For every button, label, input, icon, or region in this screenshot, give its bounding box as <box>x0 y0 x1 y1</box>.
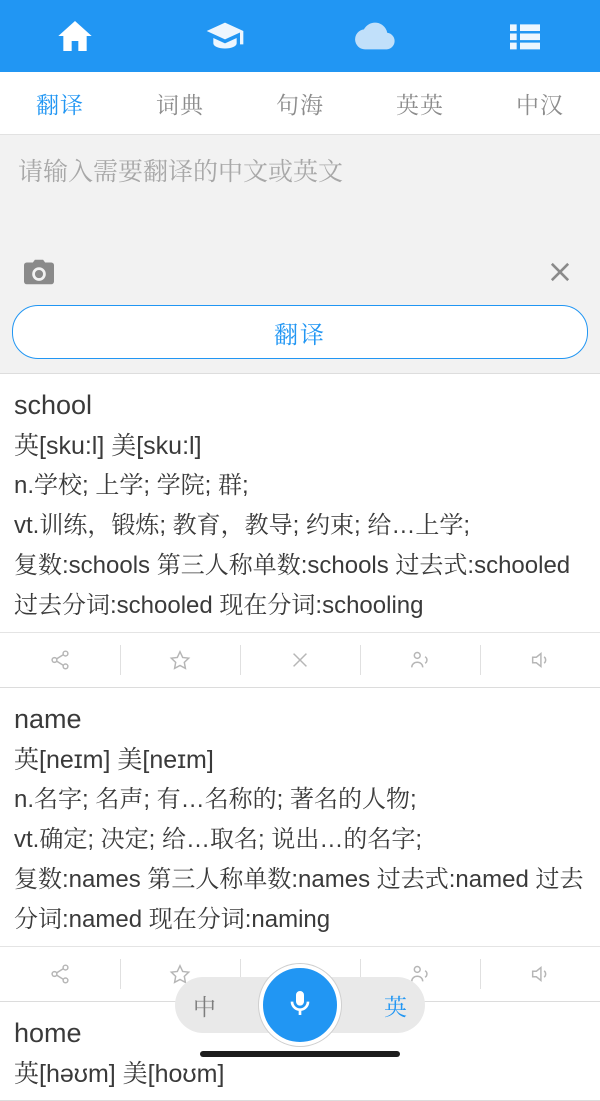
share-icon[interactable] <box>0 947 120 1001</box>
graduation-cap-icon <box>205 16 245 56</box>
translate-button[interactable]: 翻译 <box>12 305 588 359</box>
speaker-icon[interactable] <box>480 947 600 1001</box>
tab-sentences[interactable]: 句海 <box>276 91 324 118</box>
clear-input-icon[interactable] <box>546 258 574 286</box>
translate-button-wrap <box>0 305 600 373</box>
input-tools-row <box>0 249 600 295</box>
result-word: home <box>14 1018 82 1048</box>
tab-dictionary[interactable]: 词典 <box>156 91 204 118</box>
result-word: school <box>14 390 93 420</box>
result-forms: 复数:schools 第三人称单数:schools 过去式:schooled 过去分词:schooled 现在分词:schooling <box>14 552 571 619</box>
result-card-body <box>0 688 600 946</box>
home-indicator <box>200 1051 400 1057</box>
nav-item-study[interactable] <box>150 0 300 72</box>
microphone-icon <box>284 987 316 1024</box>
tab-translate[interactable]: 翻译 <box>36 91 84 118</box>
nav-item-cloud[interactable] <box>300 0 450 72</box>
microphone-button[interactable] <box>259 964 341 1046</box>
tab-bar <box>0 72 600 135</box>
result-card <box>0 688 600 1002</box>
voice-lang-target[interactable]: 英 <box>384 993 407 1020</box>
result-phonetic: 英[sku:l] 美[sku:l] <box>14 432 202 460</box>
tab-en-en[interactable]: 英英 <box>396 91 444 118</box>
result-card-actions <box>0 632 600 687</box>
result-word: name <box>14 704 82 734</box>
list-icon <box>505 16 545 56</box>
star-icon[interactable] <box>120 633 240 687</box>
result-phonetic: 英[həʊm] 美[hoʊm] <box>14 1060 225 1088</box>
person-speak-icon[interactable] <box>360 633 480 687</box>
nav-item-home[interactable] <box>0 0 150 72</box>
result-card-body <box>0 374 600 632</box>
top-navigation-bar <box>0 0 600 72</box>
voice-input-bar <box>175 977 425 1033</box>
result-card <box>0 374 600 688</box>
nav-item-list[interactable] <box>450 0 600 72</box>
result-sense: n.名字; 名声; 有…名称的; 著名的人物; <box>14 786 417 813</box>
result-forms: 复数:names 第三人称单数:names 过去式:named 过去分词:named 现在分词:naming <box>14 866 584 933</box>
home-icon <box>55 16 95 56</box>
tab-zh-han[interactable]: 中汉 <box>516 91 564 118</box>
speaker-icon[interactable] <box>480 633 600 687</box>
close-icon[interactable] <box>240 633 360 687</box>
result-sense: vt.训练，锻炼; 教育，教导; 约束; 给…上学; <box>14 512 471 539</box>
share-icon[interactable] <box>0 633 120 687</box>
result-phonetic: 英[neɪm] 美[neɪm] <box>14 746 214 774</box>
voice-lang-source[interactable]: 中 <box>193 993 216 1020</box>
result-sense: n.学校; 上学; 学院; 群; <box>14 472 249 499</box>
camera-icon[interactable] <box>22 257 56 287</box>
translate-input-area[interactable] <box>0 135 600 305</box>
result-sense: vt.确定; 决定; 给…取名; 说出…的名字; <box>14 826 423 853</box>
cloud-icon <box>355 16 395 56</box>
search-input-placeholder[interactable]: 请输入需要翻译的中文或英文 <box>18 158 344 186</box>
